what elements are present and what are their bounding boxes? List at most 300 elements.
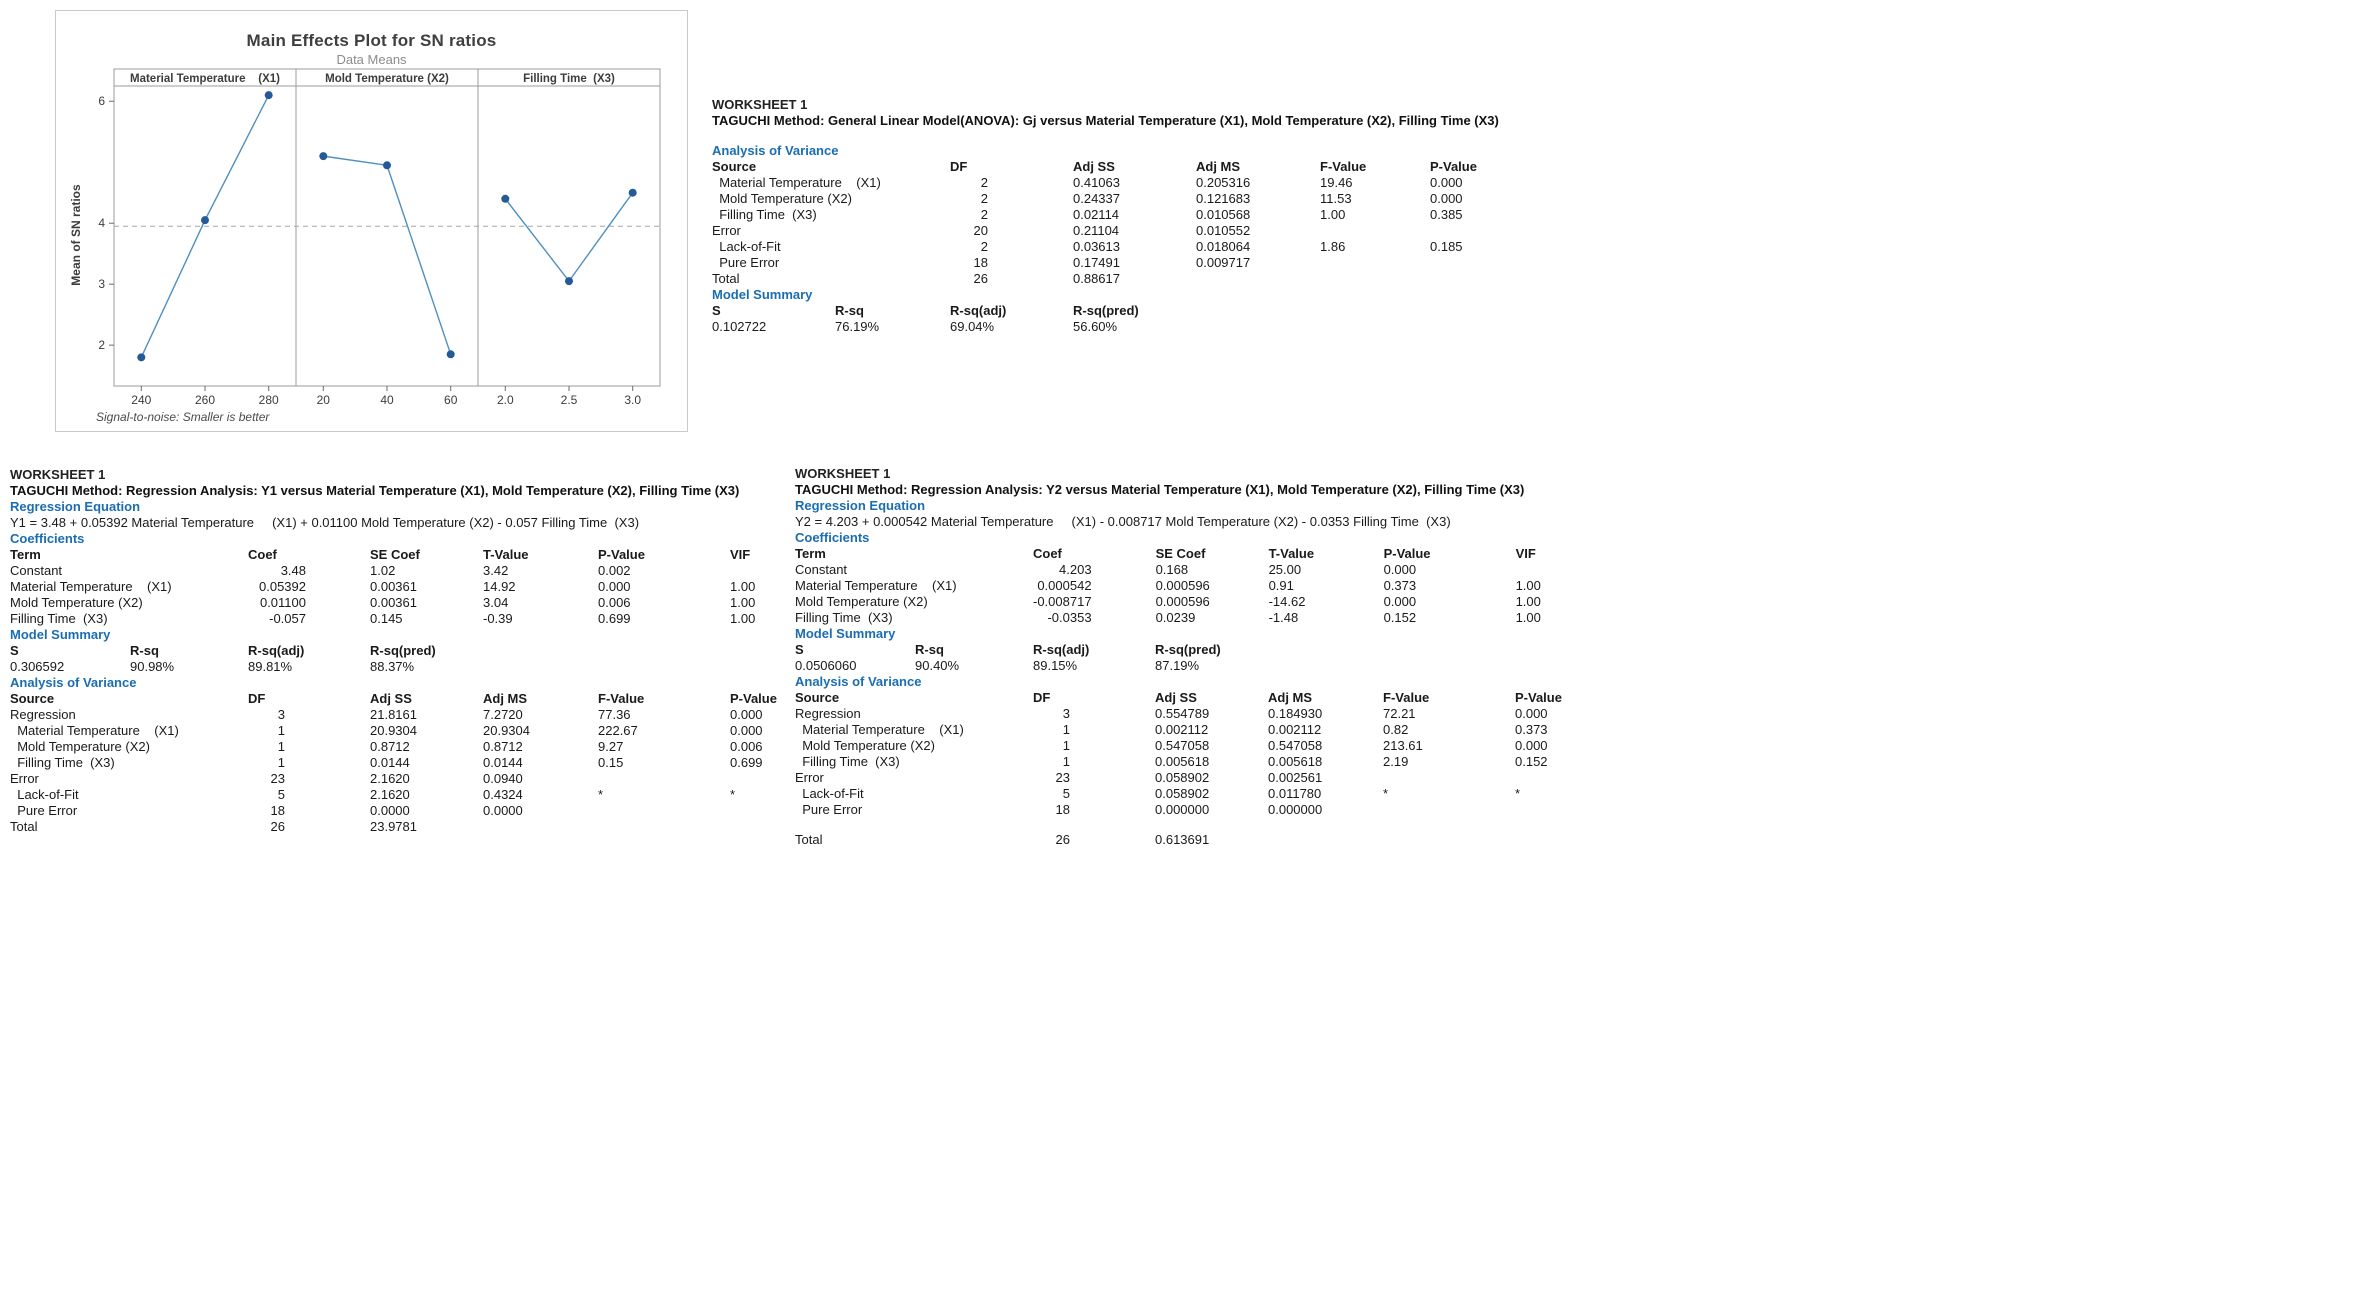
cell: 0.010552 (1196, 223, 1251, 238)
worksheet-label: WORKSHEET 1 (10, 467, 106, 482)
cell: 20.9304 (370, 723, 417, 738)
heading-analysis-of-variance: Analysis of Variance (795, 674, 922, 689)
cell: 20.9304 (483, 723, 530, 738)
cell: 0.699 (598, 611, 631, 626)
cell: 19.46 (1320, 175, 1353, 190)
cell: 0.005618 (1268, 754, 1323, 769)
cell: 3.04 (483, 595, 509, 610)
cell: 0.205316 (1196, 175, 1251, 190)
cell: 222.67 (598, 723, 638, 738)
column-header: DF (1033, 690, 1051, 705)
cell: 1.00 (1515, 578, 1541, 593)
cell: -0.008717 (1033, 594, 1092, 609)
cell: 2 (980, 239, 988, 254)
cell: 26 (1055, 832, 1070, 847)
column-header: Adj SS (1073, 159, 1115, 174)
cell: 0.41063 (1073, 175, 1120, 190)
column-header: Adj MS (483, 691, 528, 706)
cell: 0.152 (1383, 610, 1417, 625)
cell: Lack-of-Fit (10, 787, 79, 802)
cell: -14.62 (1268, 594, 1306, 609)
chart-footnote: Signal-to-noise: Smaller is better (96, 410, 270, 424)
cell: 0.000000 (1268, 802, 1323, 817)
anova-gj-section (712, 97, 1510, 335)
cell: 0.21104 (1073, 223, 1120, 238)
cell: 0.02114 (1073, 207, 1120, 222)
header-row (10, 643, 510, 659)
cell: 21.8161 (370, 707, 417, 722)
column-header: P-Value (1515, 690, 1562, 705)
cell: 23.9781 (370, 819, 417, 834)
section-title: TAGUCHI Method: General Linear Model(ANOVA): Gj versus Material Temperature (X1), Mold Temperature (X2), Filling Time (X3) (712, 113, 1499, 128)
column-header: R-sq (915, 642, 944, 657)
column-header: Adj SS (370, 691, 412, 706)
column-header: S (795, 642, 804, 657)
cell (1515, 818, 1575, 848)
table-row (10, 819, 790, 835)
cell: 0.373 (1383, 578, 1417, 593)
cell: -0.0353 (1047, 610, 1092, 625)
cell: 1 (1062, 738, 1070, 753)
cell (730, 819, 790, 835)
column-header: R-sq(pred) (1073, 303, 1139, 318)
cell: 0.373 (1515, 722, 1548, 737)
cell: 1 (1062, 722, 1070, 737)
y-tick-label: 4 (98, 216, 105, 231)
header-row (795, 690, 1575, 706)
cell: 2.19 (1383, 754, 1409, 769)
table-row (10, 611, 775, 627)
cell: 23 (270, 771, 285, 786)
x-tick-label: 60 (444, 393, 458, 407)
cell: Mold Temperature (X2) (10, 739, 150, 754)
table-row (795, 658, 1295, 674)
main-effects-plot-card (55, 10, 688, 432)
data-point (137, 353, 145, 361)
cell: 0.000596 (1155, 578, 1210, 593)
cell (1268, 818, 1383, 848)
column-header: SE Coef (1155, 546, 1206, 561)
cell: 0.24337 (1073, 191, 1120, 206)
data-point (383, 161, 391, 169)
column-header: R-sq(adj) (248, 643, 305, 658)
data-point (265, 91, 273, 99)
cell: 213.61 (1383, 738, 1423, 753)
cell: 2 (980, 191, 988, 206)
heading-model-summary: Model Summary (712, 287, 813, 302)
cell: 2.1620 (370, 787, 410, 802)
cell: 0.000 (1515, 738, 1548, 753)
heading-regression-equation: Regression Equation (795, 498, 926, 513)
cell: 88.37% (370, 659, 415, 674)
worksheet-label: WORKSHEET 1 (795, 466, 891, 481)
cell: 1 (277, 723, 285, 738)
cell: 0.0506060 (795, 658, 857, 673)
coefficients-table (10, 547, 775, 627)
model-summary-table (10, 643, 510, 675)
cell: 1.00 (1515, 594, 1541, 609)
cell (1320, 271, 1430, 287)
column-header: F-Value (1383, 690, 1430, 705)
cell: Total (795, 832, 823, 847)
cell: 5 (1062, 786, 1070, 801)
cell: 90.40% (915, 658, 960, 673)
cell: 18 (270, 803, 285, 818)
cell: 7.2720 (483, 707, 523, 722)
column-header: DF (248, 691, 266, 706)
cell (1516, 562, 1561, 578)
cell: 0.000596 (1155, 594, 1210, 609)
column-header: SE Coef (370, 547, 420, 562)
column-header: Adj MS (1268, 690, 1313, 705)
regression-y1-section (10, 467, 790, 835)
cell: 0.699 (730, 755, 763, 770)
cell: 11.53 (1320, 191, 1352, 206)
cell: 0.17491 (1073, 255, 1120, 270)
panel-header-label: Mold Temperature (X2) (325, 73, 449, 85)
table-row (795, 754, 1575, 770)
cell: Pure Error (712, 255, 780, 270)
header-row (712, 303, 1213, 319)
cell: 0.8712 (483, 739, 523, 754)
x-tick-label: 2.0 (496, 393, 514, 407)
table-row (10, 563, 775, 579)
cell: 4.203 (1059, 562, 1092, 577)
column-header: R-sq(pred) (1155, 642, 1221, 657)
y-axis-title: Mean of SN ratios (69, 184, 83, 286)
y-tick-label: 2 (98, 338, 105, 353)
cell: 0.82 (1383, 722, 1409, 737)
cell: 0.000 (1383, 562, 1417, 577)
cell: 0.168 (1155, 562, 1189, 577)
column-header: Source (10, 691, 55, 706)
chart-subtitle: Data Means (336, 52, 407, 67)
table-row (712, 207, 1510, 223)
header-row (712, 159, 1510, 175)
column-header: S (712, 303, 721, 318)
cell: Total (712, 271, 740, 286)
cell: 23 (1055, 770, 1070, 785)
table-row (10, 659, 510, 675)
cell: 56.60% (1073, 319, 1118, 334)
cell: 0.000 (598, 579, 631, 594)
header-row (795, 546, 1561, 562)
regression-equation: Y2 = 4.203 + 0.000542 Material Temperature (X1) - 0.008717 Mold Temperature (X2) - 0.0353 Filling Time (X3) (795, 514, 1451, 529)
cell: -1.48 (1268, 610, 1299, 625)
cell: 1.00 (1320, 207, 1346, 222)
cell (730, 771, 790, 787)
cell (598, 803, 730, 819)
cell: 1 (277, 739, 285, 754)
cell: 0.152 (1515, 754, 1548, 769)
cell: Error (795, 770, 824, 785)
heading-analysis-of-variance: Analysis of Variance (10, 675, 137, 690)
cell: Material Temperature (X1) (795, 578, 957, 593)
table-row (712, 319, 1213, 335)
cell: Material Temperature (X1) (10, 723, 179, 738)
model-summary-table (795, 642, 1295, 674)
cell: 89.15% (1033, 658, 1078, 673)
cell (1430, 255, 1510, 271)
cell: 26 (270, 819, 285, 834)
cell: 0.554789 (1155, 706, 1210, 721)
data-point (565, 277, 573, 285)
cell: Constant (10, 563, 63, 578)
column-header: S (10, 643, 19, 658)
cell (1430, 271, 1510, 287)
cell: -0.39 (483, 611, 513, 626)
table-row (795, 722, 1575, 738)
cell: 77.36 (598, 707, 631, 722)
cell: 26 (973, 271, 988, 286)
cell: 0.0144 (370, 755, 410, 770)
cell: * (598, 787, 604, 802)
cell: 0.91 (1268, 578, 1294, 593)
table-row (712, 191, 1510, 207)
cell: 0.01100 (259, 595, 306, 610)
column-header: Adj MS (1196, 159, 1241, 174)
cell (730, 563, 775, 579)
cell: Mold Temperature (X2) (10, 595, 143, 610)
cell: 0.88617 (1073, 271, 1120, 286)
cell: 5 (277, 787, 285, 802)
cell: Filling Time (X3) (795, 754, 900, 769)
cell: Pure Error (795, 802, 863, 817)
cell: 0.000542 (1037, 578, 1092, 593)
cell (1383, 770, 1515, 786)
main-effects-plot-svg (56, 11, 689, 433)
heading-coefficients: Coefficients (10, 531, 85, 546)
cell: 76.19% (835, 319, 880, 334)
cell: 0.000 (730, 707, 763, 722)
y-tick-label: 3 (98, 277, 105, 292)
cell: 0.8712 (370, 739, 410, 754)
cell: Lack-of-Fit (712, 239, 781, 254)
cell: 1.02 (370, 563, 396, 578)
x-tick-label: 40 (380, 393, 394, 407)
cell: 14.92 (483, 579, 516, 594)
cell: Regression (10, 707, 76, 722)
cell: Pure Error (10, 803, 78, 818)
cell: 1.00 (730, 595, 756, 610)
cell: 0.0239 (1155, 610, 1196, 625)
column-header: T-Value (1268, 546, 1315, 561)
table-row (712, 255, 1510, 271)
heading-coefficients: Coefficients (795, 530, 870, 545)
column-header: Source (712, 159, 757, 174)
column-header: Coef (1033, 546, 1062, 561)
column-header: VIF (730, 547, 751, 562)
anova-table (712, 159, 1510, 287)
cell: 20 (973, 223, 988, 238)
x-tick-label: 240 (131, 393, 152, 407)
cell (1320, 255, 1430, 271)
data-point (501, 195, 509, 203)
cell: 0.547058 (1268, 738, 1323, 753)
cell: 1.00 (730, 611, 756, 626)
panel-header-label: Material Temperature (X1) (130, 73, 280, 85)
cell: 87.19% (1155, 658, 1200, 673)
column-header: P-Value (598, 547, 645, 562)
cell (1430, 223, 1510, 239)
column-header: DF (950, 159, 968, 174)
cell: 0.00361 (370, 595, 417, 610)
cell: 1.00 (730, 579, 756, 594)
column-header: R-sq(pred) (370, 643, 436, 658)
cell: Mold Temperature (X2) (712, 191, 852, 206)
section-title: TAGUCHI Method: Regression Analysis: Y2 versus Material Temperature (X1), Mold Temperature (X2), Filling Time (X3) (795, 482, 1525, 497)
cell: -0.057 (269, 611, 306, 626)
cell: 0.058902 (1155, 786, 1210, 801)
cell: 0.000 (1430, 175, 1463, 190)
cell (1383, 818, 1515, 848)
cell: 0.000 (1430, 191, 1463, 206)
data-point (319, 152, 327, 160)
cell: 18 (1055, 802, 1070, 817)
x-tick-label: 3.0 (624, 393, 642, 407)
column-header: Term (795, 546, 826, 561)
data-point (447, 350, 455, 358)
cell (1515, 770, 1575, 786)
cell: 0.018064 (1196, 239, 1251, 254)
column-header: R-sq (130, 643, 159, 658)
cell: 0.009717 (1196, 255, 1251, 270)
table-row (795, 578, 1561, 594)
x-tick-label: 2.5 (560, 393, 578, 407)
cell: 0.385 (1430, 207, 1463, 222)
cell: 3.42 (483, 563, 509, 578)
coefficients-table (795, 546, 1561, 626)
y-tick-label: 6 (98, 94, 105, 109)
cell: 0.15 (598, 755, 624, 770)
chart-title: Main Effects Plot for SN ratios (246, 31, 497, 50)
cell (1196, 271, 1320, 287)
series-line (323, 156, 450, 354)
cell: Mold Temperature (X2) (795, 738, 935, 753)
table-row (10, 579, 775, 595)
cell: 1.00 (1515, 610, 1541, 625)
cell (1383, 802, 1515, 818)
cell: 0.0144 (483, 755, 523, 770)
data-point (201, 216, 209, 224)
cell: * (1383, 786, 1389, 801)
cell: 1.86 (1320, 239, 1346, 254)
column-header: P-Value (1430, 159, 1477, 174)
table-row (10, 803, 790, 819)
cell: 0.000 (1383, 594, 1417, 609)
cell: 0.0940 (483, 771, 523, 786)
cell: 0.006 (730, 739, 763, 754)
cell: 2.1620 (370, 771, 410, 786)
cell: 0.184930 (1268, 706, 1323, 721)
table-row (712, 223, 1510, 239)
table-row (10, 771, 790, 787)
cell: 0.0000 (483, 803, 523, 818)
column-header: R-sq (835, 303, 864, 318)
cell: 69.04% (950, 319, 995, 334)
column-header: Term (10, 547, 41, 562)
x-tick-label: 20 (316, 393, 330, 407)
cell: 0.006 (598, 595, 631, 610)
cell: 2 (980, 207, 988, 222)
table-row (795, 786, 1575, 802)
cell: 0.121683 (1196, 191, 1251, 206)
column-header: VIF (1515, 546, 1536, 561)
series-line (505, 193, 632, 281)
cell: 9.27 (598, 739, 624, 754)
cell: 0.005618 (1155, 754, 1210, 769)
table-row (795, 706, 1575, 722)
cell: Material Temperature (X1) (795, 722, 964, 737)
table-row (795, 818, 1575, 848)
cell (598, 771, 730, 787)
x-tick-label: 260 (194, 393, 216, 407)
cell: 0.010568 (1196, 207, 1251, 222)
table-row (795, 594, 1561, 610)
cell: 3.48 (280, 563, 306, 578)
cell: 18 (973, 255, 988, 270)
column-header: T-Value (483, 547, 529, 562)
heading-model-summary: Model Summary (795, 626, 896, 641)
cell: 0.102722 (712, 319, 767, 334)
cell: 0.002 (598, 563, 631, 578)
header-row (795, 642, 1295, 658)
cell: Material Temperature (X1) (10, 579, 172, 594)
section-title: TAGUCHI Method: Regression Analysis: Y1 versus Material Temperature (X1), Mold Temperature (X2), Filling Time (X3) (10, 483, 740, 498)
column-header: F-Value (1320, 159, 1367, 174)
cell: 90.98% (130, 659, 175, 674)
cell: 1 (1062, 754, 1070, 769)
table-row (10, 739, 790, 755)
heading-regression-equation: Regression Equation (10, 499, 141, 514)
cell: 0.002561 (1268, 770, 1323, 785)
cell: 1 (277, 755, 285, 770)
cell (1320, 223, 1430, 239)
cell: 0.145 (370, 611, 403, 626)
header-row (10, 691, 790, 707)
cell: Filling Time (X3) (712, 207, 817, 222)
table-row (10, 787, 790, 803)
table-row (712, 175, 1510, 191)
cell: 0.058902 (1155, 770, 1210, 785)
cell: 2 (980, 175, 988, 190)
cell: 25.00 (1268, 562, 1302, 577)
table-row (712, 271, 1510, 287)
regression-y2-section (795, 466, 1575, 848)
column-header: Adj SS (1155, 690, 1197, 705)
cell: Constant (795, 562, 848, 577)
x-tick-label: 280 (258, 393, 279, 407)
cell: Lack-of-Fit (795, 786, 864, 801)
table-row (10, 595, 775, 611)
column-header: R-sq(adj) (950, 303, 1007, 318)
table-row (795, 562, 1561, 578)
cell (483, 819, 598, 835)
cell (1515, 802, 1575, 818)
table-row (10, 755, 790, 771)
table-row (795, 770, 1575, 786)
cell: 89.81% (248, 659, 293, 674)
heading-model-summary: Model Summary (10, 627, 111, 642)
anova-table (795, 690, 1575, 848)
cell: 0.00361 (370, 579, 417, 594)
cell: Error (712, 223, 741, 238)
cell: Error (10, 771, 39, 786)
heading-analysis-of-variance: Analysis of Variance (712, 143, 839, 158)
column-header: Source (795, 690, 840, 705)
cell: 0.0000 (370, 803, 410, 818)
cell: Regression (795, 706, 861, 721)
